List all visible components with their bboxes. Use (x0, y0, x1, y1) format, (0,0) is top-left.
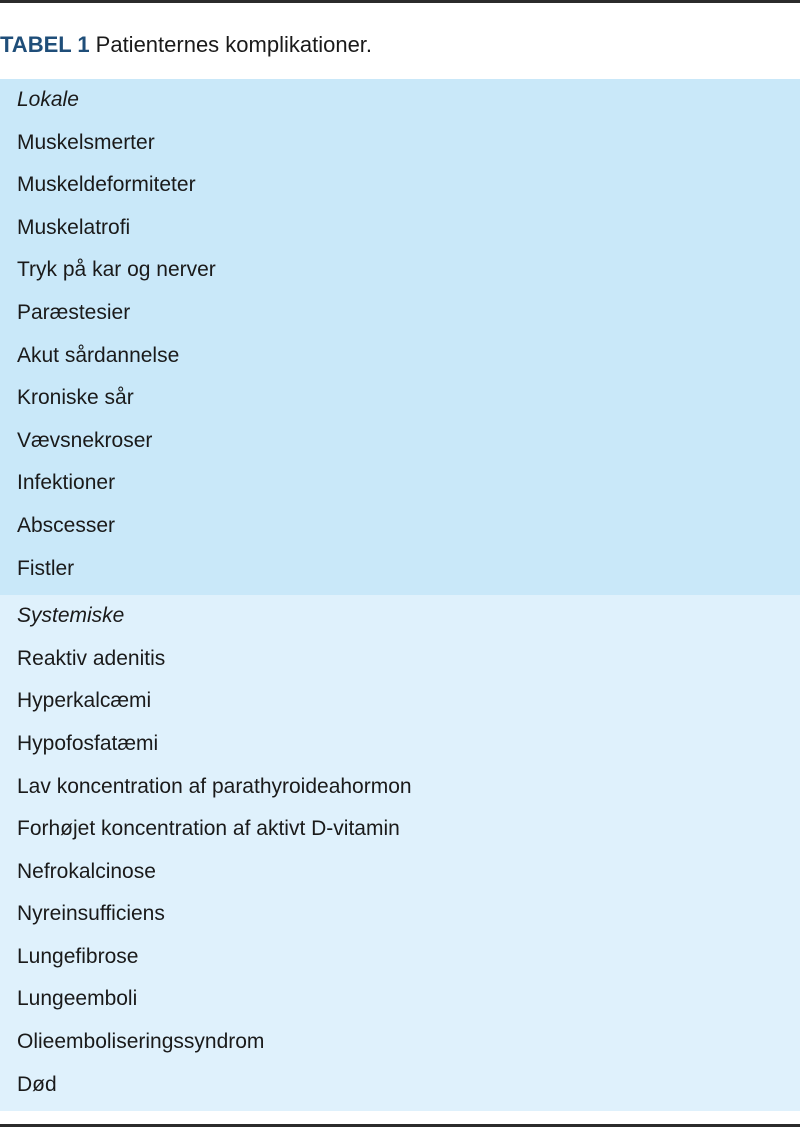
table-row: Kroniske sår (17, 386, 134, 410)
table-row: Nyreinsufficiens (17, 902, 165, 926)
table-row: Hypofosfatæmi (17, 731, 159, 755)
table-row: Muskelatrofi (17, 215, 131, 239)
top-rule (0, 0, 800, 3)
caption-text: Patienternes komplikationer. (95, 32, 373, 57)
complications-table (0, 79, 800, 1111)
table-row: Lungefibrose (17, 944, 139, 968)
table-row: Hyperkalcæmi (17, 689, 152, 713)
section-local (0, 79, 800, 595)
section-heading-systemic: Systemiske (17, 604, 125, 628)
table-caption (0, 30, 372, 60)
table-row: Muskeldeformiteter (17, 173, 196, 197)
table-row: Fistler (17, 556, 75, 580)
table-row: Muskelsmerter (17, 130, 155, 154)
table-row: Lav koncentration af parathyroideahormon (17, 774, 412, 798)
table-row: Tryk på kar og nerver (17, 258, 216, 282)
table-row: Abscesser (17, 513, 116, 537)
section-systemic (0, 595, 800, 1111)
table-row: Forhøjet koncentration af aktivt D-vitamin (17, 817, 400, 841)
table-row: Lungeemboli (17, 987, 138, 1011)
table-row: Paræstesier (17, 300, 131, 324)
table-row: Akut sårdannelse (17, 343, 180, 367)
table-row: Reaktiv adenitis (17, 646, 166, 670)
table-row: Infektioner (17, 471, 116, 495)
caption-label: TABEL 1 (0, 32, 90, 57)
section-heading-local: Lokale (17, 88, 79, 111)
bottom-rule (0, 1124, 800, 1127)
table-row: Vævsnekroser (17, 428, 153, 452)
table-row: Olieemboliseringssyndrom (17, 1030, 265, 1054)
table-row: Nefrokalcinose (17, 859, 156, 883)
table-row: Død (17, 1072, 57, 1096)
